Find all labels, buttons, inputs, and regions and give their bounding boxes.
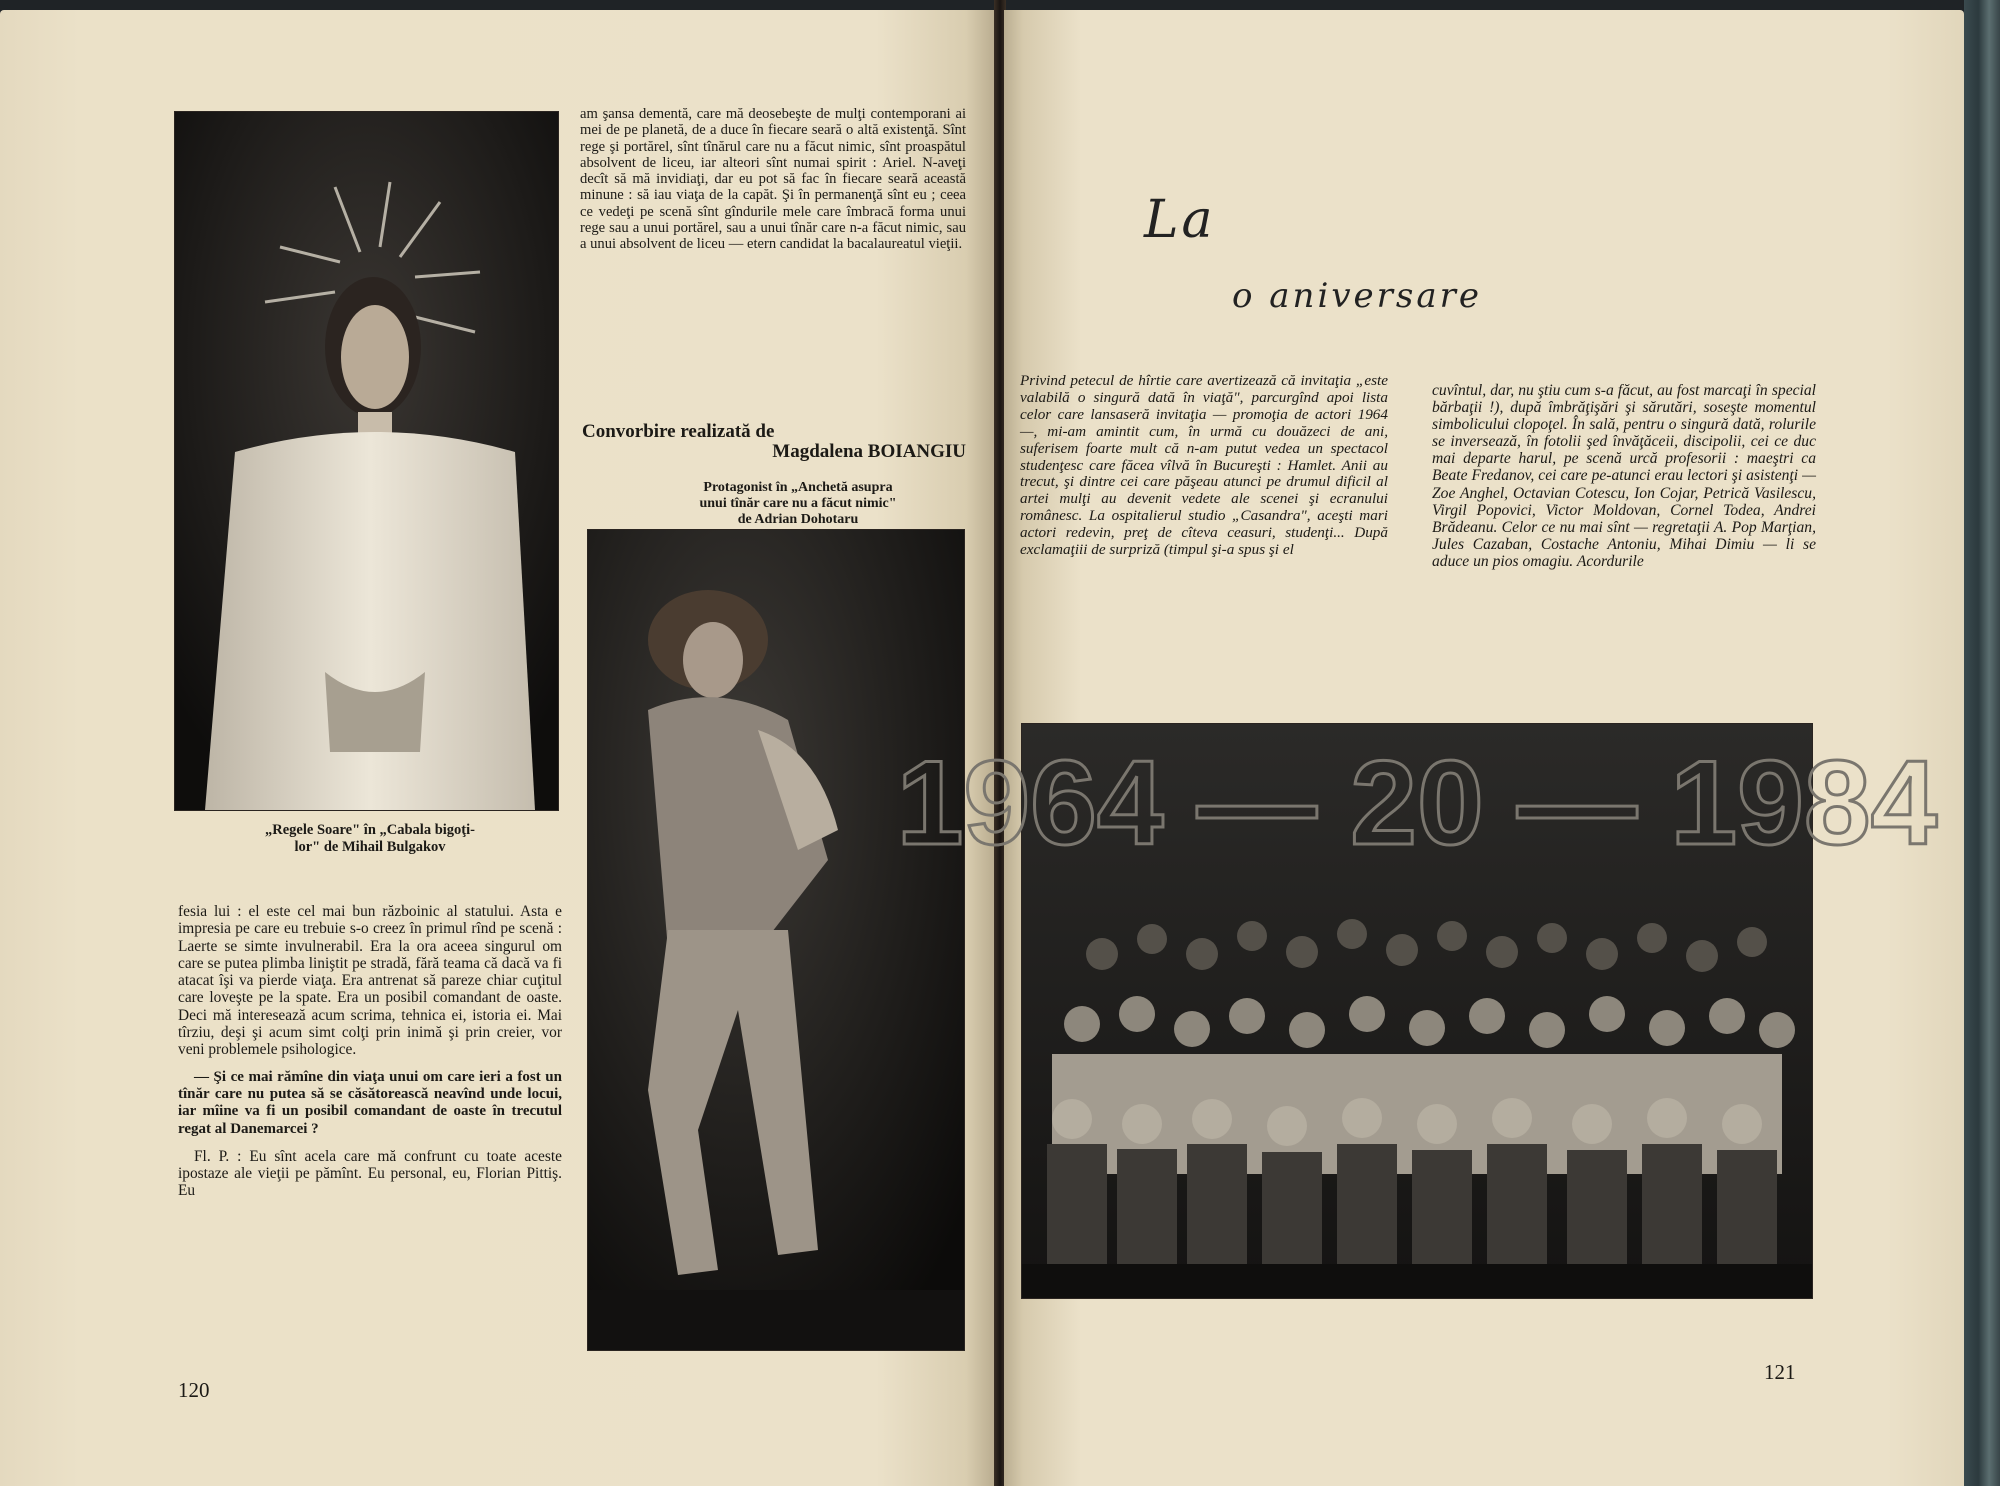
photo-promotion-group <box>896 724 1938 1298</box>
page-number-left: 120 <box>178 1378 210 1402</box>
interview-heading <box>582 422 966 462</box>
article-title-la: La <box>1144 190 1216 250</box>
caption-line: lor" de Mihail Bulgakov <box>294 839 446 855</box>
right-column-2 <box>1432 382 1816 570</box>
protagonist-caption <box>630 480 966 527</box>
group-photo <box>896 724 1938 1298</box>
interview-question: — Şi ce mai rămîne din viaţa unui om care ieri a fost un tînăr care nu putea să se căsătorească neavînd unde locui, iar mîine va fi un posibil comandant de oaste în trecutul regat al Danemarcei ? <box>178 1068 562 1137</box>
book-edge <box>1964 0 2000 1486</box>
caption-line: de Adrian Dohotaru <box>737 512 859 527</box>
text-block: am şansa dementă, care mă deosebeşte de mulţi contemporani ai mei de pe planetă, de a duce în fiecare seară o altă existenţă. Sînt rege şi portărel, sînt tînărul care nu a făcut nimic, sînt proaspătul absolvent de liceu, iar alteori sînt numai spirit : Ariel. N-aveţi decît să mă invidiaţi, dar eu pot să fac în fiecare seară această minune : să iau viaţa de la capăt. Şi în permanenţă sînt eu ; ceea ce vedeţi pe scenă sînt gîndurile mele care îmbracă forma unui rege sau a unui portărel, sau a unui tînăr care n-a făcut nimic, sau a unui absolvent de liceu — etern candidat la bacalaureatul vieţii. <box>580 106 966 253</box>
heading-line-1: Convorbire realizată de <box>582 421 775 442</box>
photo-protagonist <box>588 530 964 1350</box>
text-block: fesia lui : el este cel mai bun războinic al statului. Asta e impresia pe care eu trebuie s-o creez în primul rînd pe scenă : Laerte se simte invulnerabil. Era la ora aceea singurul om care se putea plimba liniştit pe stradă, fără teama că dacă va fi atacat îşi va pierde viaţa. Era antrenat să pareze chiar cuţitul care loveşte pe la spate. Era un posibil comandant de oaste. Deci mă interesează acum scrima, tehnica ei, istoria ei. Mai tîrziu, deşi şi acum simt colţi prin inimă şi prin creier, vor veni problemele psihologice. <box>178 903 562 1059</box>
photo-regele-soare <box>175 112 558 810</box>
right-column-1 <box>1020 373 1388 559</box>
caption-line: „Regele Soare" în „Cabala bigoţi- <box>265 822 475 838</box>
actor-seated-photo <box>588 530 964 1350</box>
heading-line-2: Magdalena BOIANGIU <box>772 441 966 462</box>
regele-soare-caption <box>200 822 540 856</box>
interview-answer: Fl. P. : Eu sînt acela care mă confrunt cu toate aceste ipostaze ale vieţii pe pămînt. Eu personal, eu, Florian Pittiş. Eu <box>178 1147 562 1200</box>
page-number-right: 121 <box>1764 1360 1796 1384</box>
actor-king-photo <box>175 112 558 810</box>
article-title-aniversare: o aniversare <box>1232 276 1482 316</box>
banner-years: 1964 — 20 — 1984 <box>896 736 1938 870</box>
top-column-text <box>580 106 966 253</box>
left-page <box>0 10 996 1486</box>
caption-line: Protagonist în „Anchetă asupra <box>703 480 893 495</box>
right-page <box>896 10 1964 1486</box>
text-block: Privind petecul de hîrtie care avertizează că invitaţia „este valabilă o singură dată în viaţă", parcurgînd apoi lista celor care lansaseră invitaţia — promoţia de actori 1964 —, mi-am amintit cum, în urmă cu douăzeci de ani, suferisem foarte mult că n-am putut vedea un spectacol studenţesc care făcea vîlvă în Bucureşti : Hamlet. Anii au trecut, şi dintre cei care păşeau atunci pe drumul dificil al artei mulţi au devenit vedete ale scenei şi ecranului românesc. La ospitalierul studio „Casandra", aceşti mari actori redevin, preţ de cîteva ceasuri, studenţi... După exclamaţiii de surpriză (timpul şi-a spus şi el <box>1020 372 1388 559</box>
caption-line: unui tînăr care nu a făcut nimic" <box>699 496 897 511</box>
text-block: cuvîntul, dar, nu ştiu cum s-a făcut, au fost marcaţi în special bărbaţii !), după îmbrăţişări şi sărutări, soseşte momentul simbolicului clopoţel. În sală, pentru o singură dată, rolurile se inversează, în fotolii şed învăţăceii, discipolii, cei ce duc mai departe harul, pe scenă urcă profesorii : maeştri ca Beate Fredanov, cei care pe-atunci erau lectori şi asistenţi — Zoe Anghel, Octavian Cotescu, Ion Cojar, Petrică Vasilescu, Virgil Popovici, Victor Moldovan, Cornel Todea, Andrei Brădeanu. Celor ce nu mai sînt — regretaţii A. Pop Marţian, Jules Cazaban, Costache Antoniu, Mihai Dimiu — li se aduce un pios omagiu. Acordurile <box>1432 382 1816 570</box>
bottom-column-text <box>178 903 562 1200</box>
